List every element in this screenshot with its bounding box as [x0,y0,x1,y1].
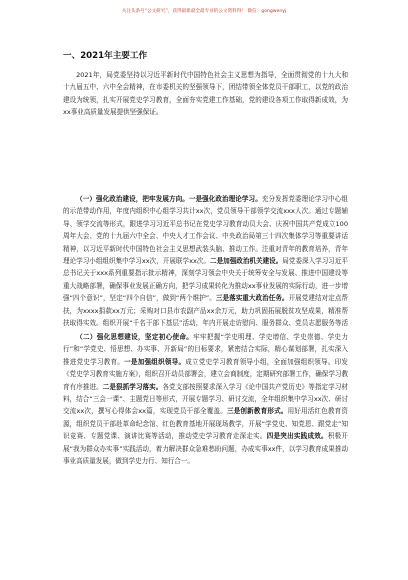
paragraph-text: 2021年，局党委坚持以习近平新时代中国特色社会主义思想为指导，全面贯彻党的十九大和十九届五中、六中全会精神，在市委机关的坚强领导下，团结带领全体党员干部职工，以党的政治建设为统领，扎实开展党史学习教育，全面夯实党建工作基础，党的建设各项工作取得新成效，为xx事业高质量发展提供坚强保证。 [63,71,348,117]
paragraph-heading: 一是加强组织领导。 [124,357,186,366]
paragraph-heading: 二是加强政治机关建设。 [210,257,283,266]
paragraph-heading: 四是突出实践成效。 [266,432,328,441]
paragraph-heading: 二是狠抓学习落实。 [102,382,163,391]
paragraph-heading: （二）强化思想建设，坚定初心使命。 [76,333,194,341]
paragraph-text: 局党委深入学习习近平总书记关于xxx系列重要指示批示精神，深刻学习领会中央关于统筹安全与发展、推进中国建设等重大战略部署，确保事业发展正确方向，把学习成果转化为推动xx事业发展的实际行动，进一步增强“四个意识”，坚定“四个自信”，做到“两个维护”。 [63,257,348,303]
paragraph-ideological-building [63,331,348,518]
paragraph-text: 成立党史学习教育领导小组，全面加强组织领导。印发《党史学习教育实施方案》，组织召开动员部署会，建立会商制度，定期研究部署工作，确保学习教育有序推进。 [63,357,348,391]
paragraph-text: 各党支部按照要求深入学习《论中国共产党历史》等指定学习材料，结合“三会一课”、主题党日等形式，开展专题学习、研讨交流，全年组织集中学习xx次、研讨交流xx次，撰写心得体会xx篇，实现党员干部全覆盖。 [63,382,348,416]
paragraph-text: 充分发挥党委理论学习中心组的示范带动作用，年度内组织中心组学习共计xx次，党员领导干部领学交流xxx人次。通过专题辅导、领学交流等形式，跟进学习习近平总书记在党史学习教育动员大会、庆祝中国共产党成立100周年大会、党的十九届六中全会、中央人才工作会议、中央政治局第三十四次集体学习等重要讲话精神，以习近平新时代中国特色社会主义思想武装头脑、推动工作。注重对青年的教育培养，青年理论学习小组组织集中学习xx次，开展联学xx次。 [63,195,348,266]
paragraph-text: 开展党建结对定点帮扶，为xxxx捐款xx万元；采购对口县市农副产品xx余万元，助力巩固拓展脱贫攻坚成果，精准帮扶取得实效。组织开展“千名干部下基层”活动，年内开展走访慰问、服务群众、党员志愿服务等活 [63,294,348,328]
paragraph-heading: 三是落实重大政治任务。 [215,294,289,303]
paragraph-intro [63,69,348,193]
paragraph-heading: （一）强化政治建设，把牢发展方向。一是强化政治理论学习。 [76,195,262,203]
header-banner: 关注头条号“公文研究”，获得最新最全最专业的公文资料得！ 微信：gongwenyj [121,9,287,14]
section-title: 一、2021年主要工作 [63,51,148,61]
paragraph-text: 牢牢把握“学史明理、学史增信、学史崇德、学史力行”和“学党史、悟思想、办实事、开新局”的目标要求，紧密结合实际，精心谋划部署，扎实深入推进党史学习教育。 [63,333,348,366]
document-body [63,50,348,518]
paragraph-text: 用好用活红色教育资源，组织党员干部赴革命纪念馆、红色教育基地开展现场教学，开展“学党史、知党恩、跟党走”知识竞赛、专题党课、演讲比赛等活动，推动党史学习教育走深走实。 [63,407,348,441]
paragraph-text: 积极开展“我为群众办实事”实践活动，着力解决群众急难愁盼问题，办成实事xx件，以学习教育成果推动事业高质量发展，做到学史力行、知行合一。 [63,432,348,466]
paragraph-heading: 三是创新教育形式。 [226,407,288,416]
paragraph-political-building [63,193,348,329]
